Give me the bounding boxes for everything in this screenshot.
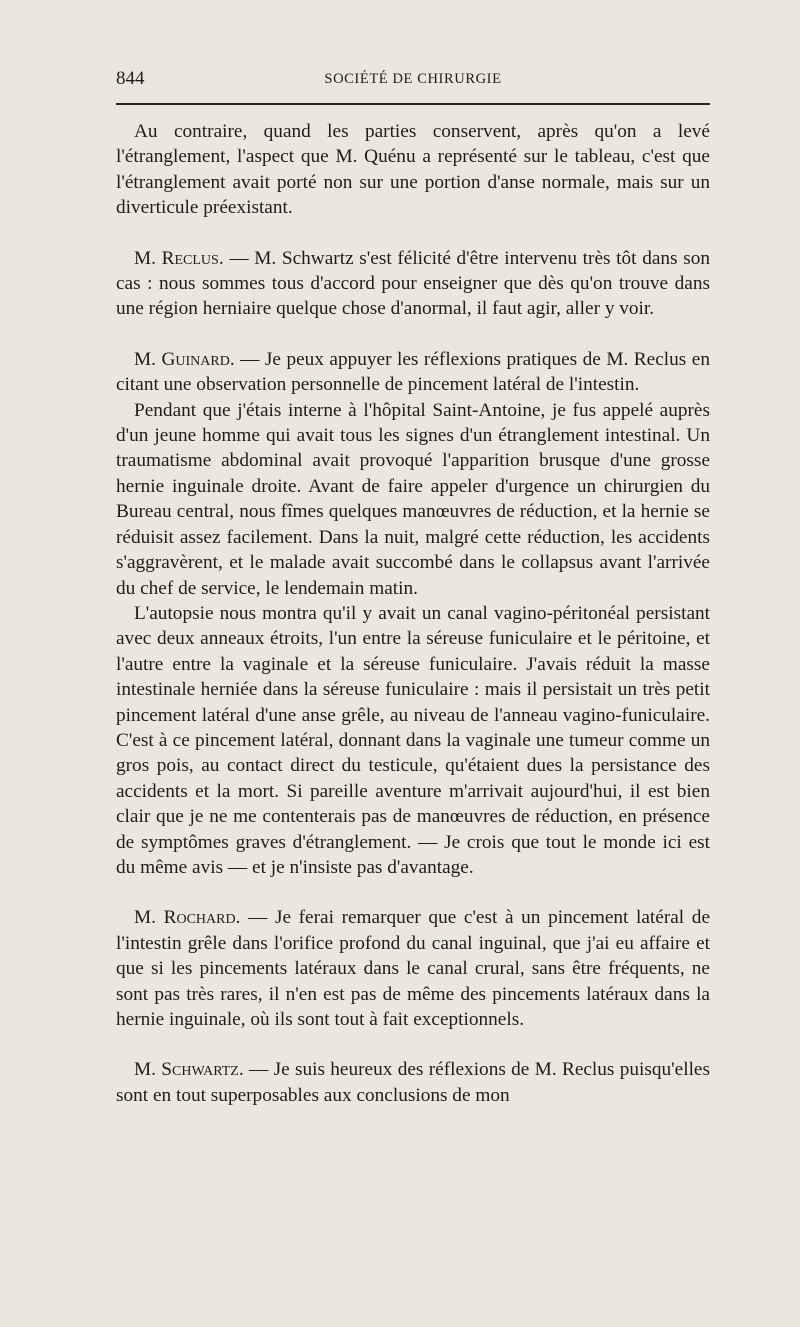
paragraph (116, 1057, 710, 1108)
paragraph-text: Pendant que j'étais interne à l'hôpital Saint-Antoine, je fus appelé auprès d'un jeune homme qui avait tous les signes d'un étranglement intestinal. Un traumatisme abdominal avait provoqué l'apparition brusque d'une grosse hernie inguinale droite. Avant de faire appeler d'urgence un chirurgien du Bureau central, nous fîmes quelques manœuvres de réduction, et la hernie se réduisit assez facilement. Dans la nuit, malgré cette réduction, les accidents s'aggravèrent, et le malade avait succombé dans le collapsus avant l'arrivée du chef de service, le lendemain matin. (116, 399, 710, 599)
speaker-name: M. Reclus. (134, 247, 224, 269)
page-header (116, 62, 710, 98)
paragraph (116, 905, 710, 1032)
speaker-name: M. Guinard. (134, 348, 235, 370)
paragraph-text: Au contraire, quand les parties conservent, après qu'on a levé l'étranglement, l'aspect que M. Quénu a représenté sur le tableau, c'est que l'étranglement avait porté non sur une portion d'anse normale, mais sur un diverticule préexistant. (116, 121, 710, 219)
paragraph (116, 398, 710, 601)
paragraph-text: — Je ferai remarquer que c'est à un pincement latéral de l'intestin grêle dans l'orifice profond du canal inguinal, que j'ai eu affaire et que si les pincements latéraux dans le canal crural, sans être fréquents, ne sont pas très rares, il n'en est pas de même des pincements latéraux dans la hernie inguinale, où ils sont tout à fait exceptionnels. (116, 907, 710, 1030)
header-rule (116, 103, 710, 105)
running-head: SOCIÉTÉ DE CHIRURGIE (324, 71, 502, 87)
paragraph (116, 246, 710, 322)
paragraph-text: L'autopsie nous montra qu'il y avait un canal vagino-péritonéal persistant avec deux anneaux étroits, l'un entre la séreuse funiculaire et le péritoine, et l'autre entre la vaginale et la séreuse funiculaire. J'avais réduit la masse intestinale herniée dans la séreuse funiculaire : mais il persistait un très petit pincement latéral d'une anse grêle, au niveau de l'anneau vagino-funiculaire. C'est à ce pincement latéral, donnant dans la vaginale une tumeur comme un gros pois, au contact direct du testicule, qu'étaient dues la persistance des accidents et la mort. Si pareille aventure m'arrivait aujourd'hui, il est bien clair que je ne me contenterais pas de manœuvres de réduction, en présence de symptômes graves d'étranglement. — Je crois que tout le monde ici est du même avis — et je n'insiste pas d'avantage. (116, 602, 710, 878)
speaker-name: M. Rochard. (134, 907, 241, 929)
paragraph-text: — Je peux appuyer les réflexions pratiques de M. Reclus en citant une observation personnelle de pincement latéral de l'intestin. (116, 348, 710, 396)
paragraph (116, 601, 710, 880)
paragraph (116, 119, 710, 221)
paragraph (116, 347, 710, 398)
speaker-name: M. Schwartz. (134, 1059, 244, 1081)
page-number: 844 (116, 68, 145, 89)
paragraph-text: — Je suis heureux des réflexions de M. Reclus puisqu'elles sont en tout superposables aux conclusions de mon (116, 1059, 710, 1106)
paragraph-text: — M. Schwartz s'est félicité d'être intervenu très tôt dans son cas : nous sommes tous d'accord pour enseigner que dès qu'on trouve dans une région herniaire quelque chose d'anormal, il faut agir, aller y voir. (116, 247, 710, 320)
body-text (116, 119, 710, 1108)
